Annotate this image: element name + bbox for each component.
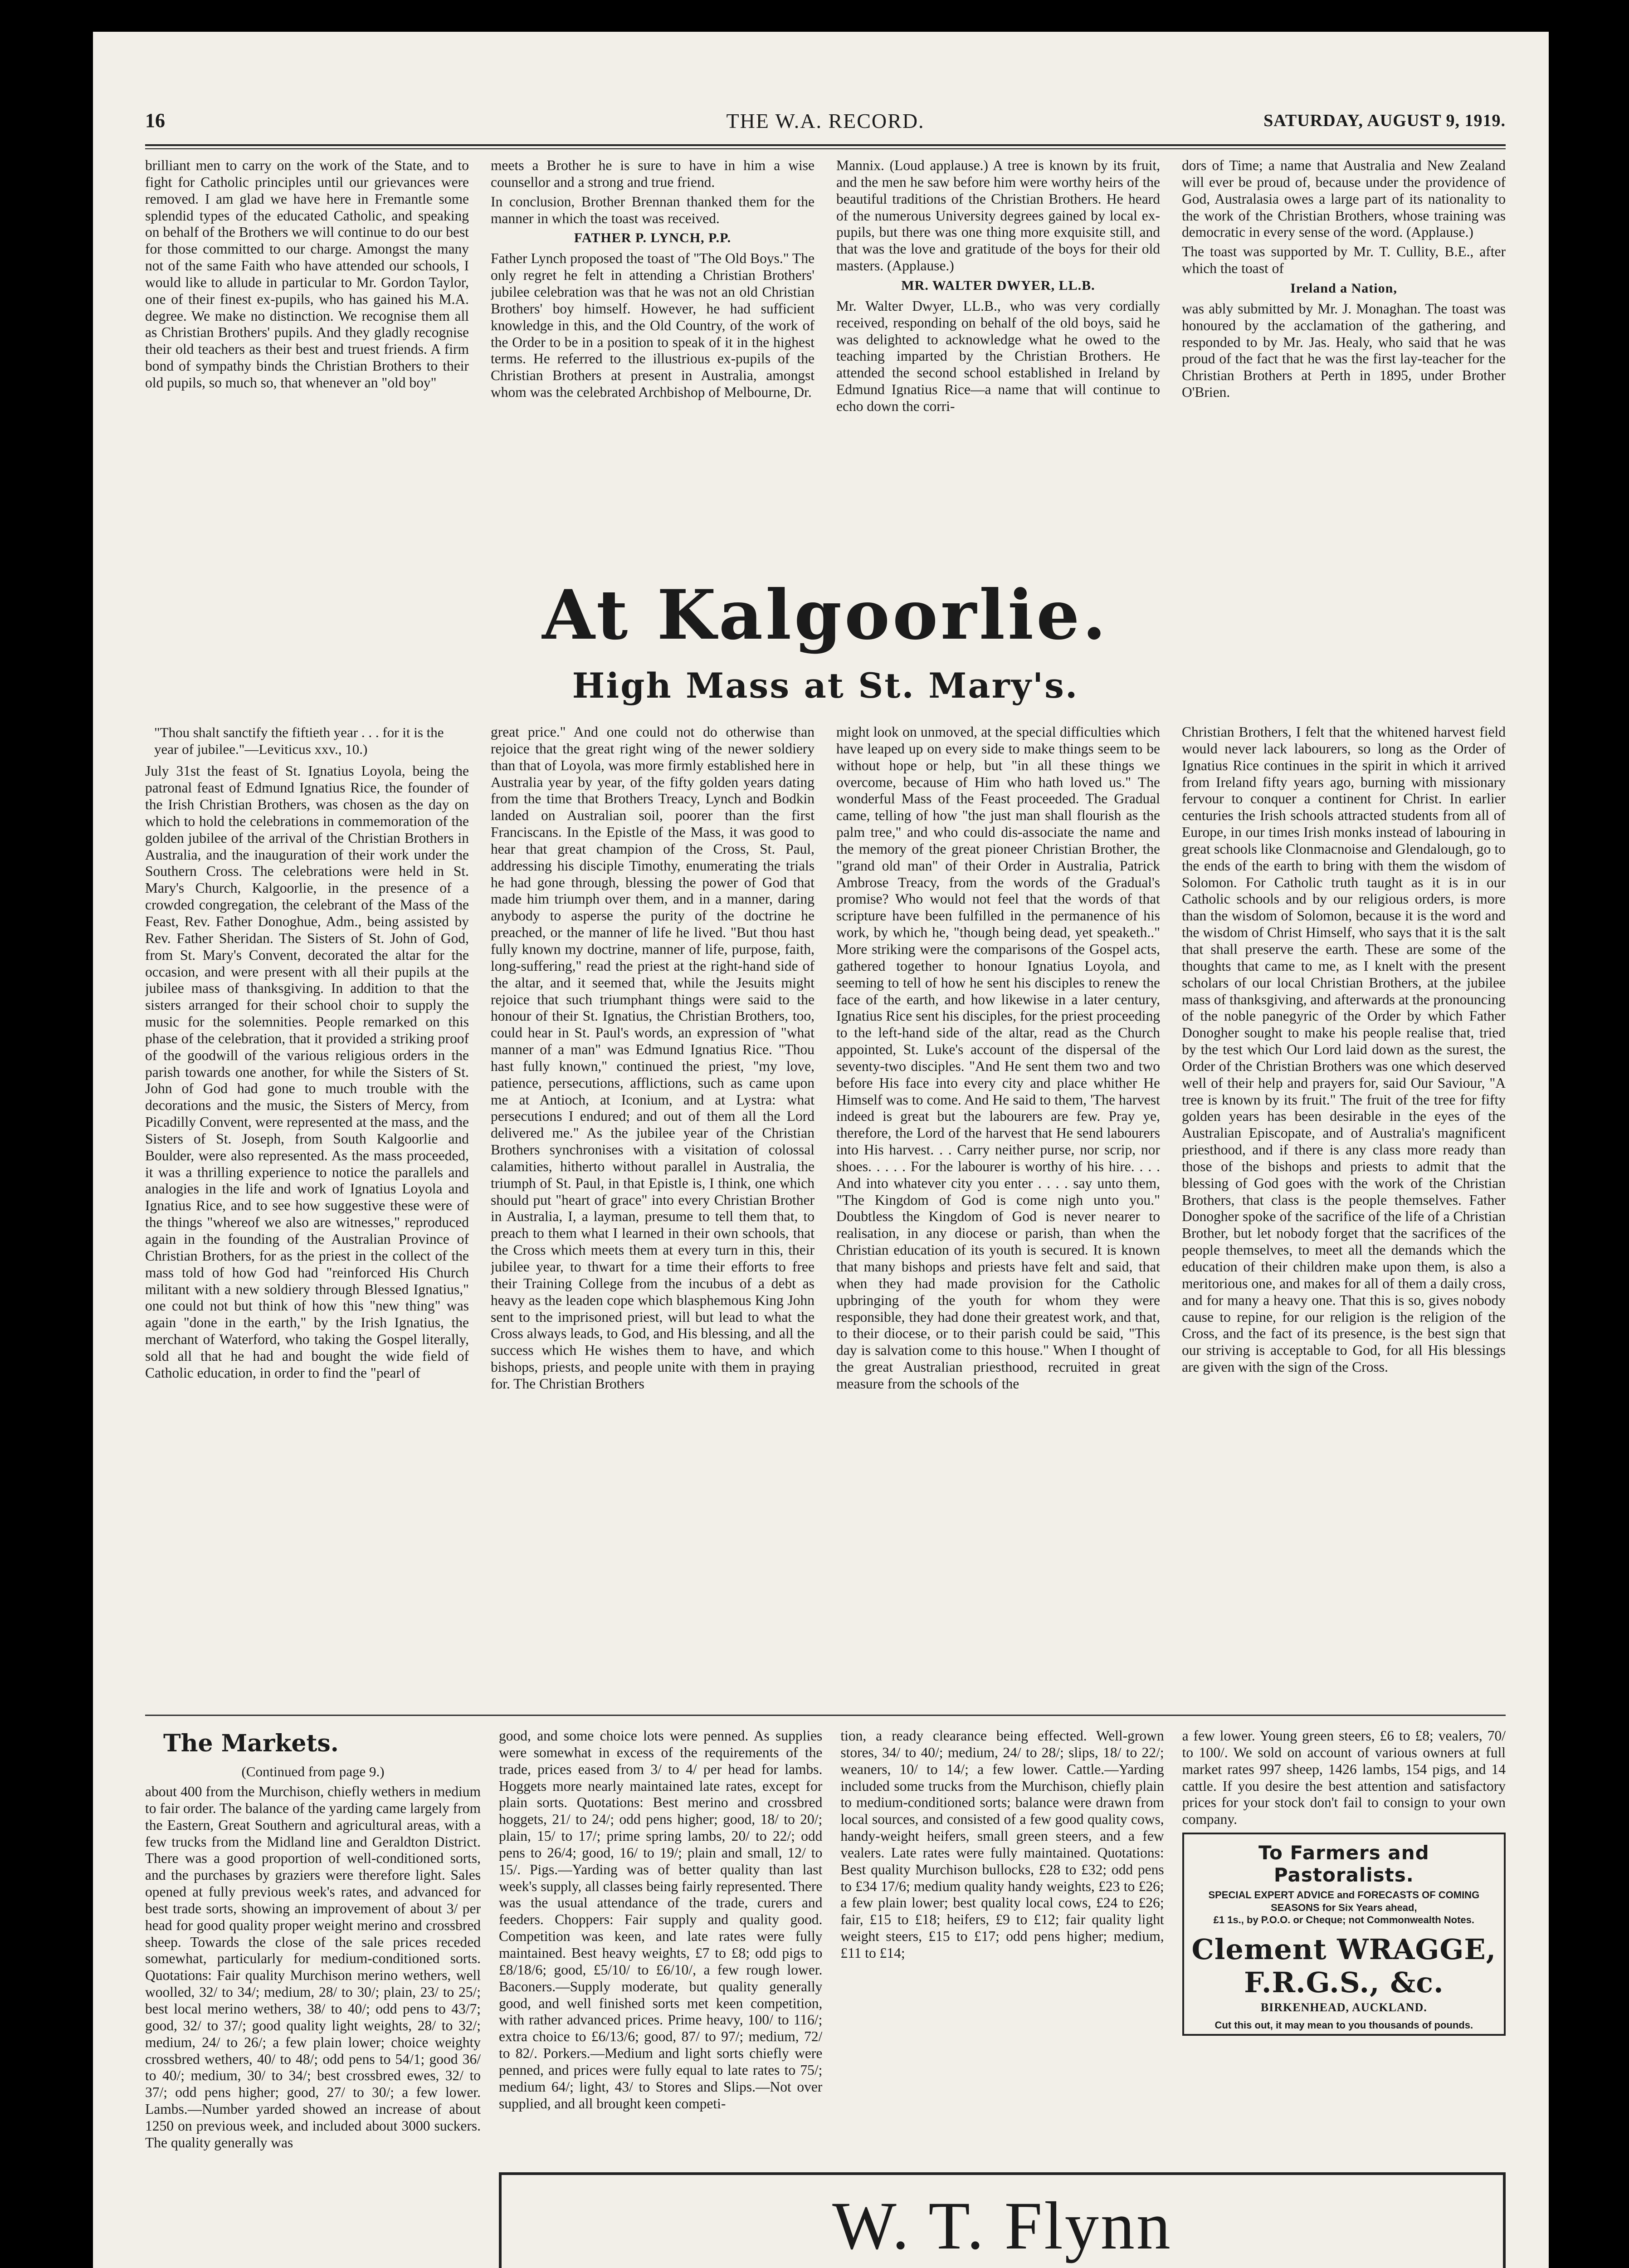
article-text: Mr. Walter Dwyer, LL.B., who was very cordially received, responding on behalf of the old boys, said he was delighted to acknowledge what he owed to the teaching imparted by the Christian Brothers. He attended the second school established in Ireland by Edmund Ignatius Rice—a name that will continue to echo down the corri-	[836, 298, 1160, 414]
markets-column-4	[1182, 1728, 1506, 2163]
article-text: was ably submitted by Mr. J. Monaghan. The toast was honoured by the acclamation of the gathering, and responded to by Mr. Jas. Healy, who said that he was proud of the fact that he was the first lay-teacher for the Christian Brothers at Perth in 1895, under Brother O'Brien.	[1182, 300, 1506, 401]
column-4	[1182, 724, 1506, 1395]
article-text: great price." And one could not do otherwise than rejoice that the great right wing of the newer soldiery than that of Loyola, was more firmly established here in Australia year by year, of the fifty golden years dating from the time that Brothers Treacy, Lynch and Bodkin landed on Australian soil, poorer than the first Franciscans. In the Epistle of the Mass, it was good to hear that great champion of the Cross, St. Paul, addressing his disciple Timothy, enumerating the trials he had gone through, blessing the power of God that made him triumph over them, and in a manner, daring anybody to asperse the purity of the doctrine he preached, or the manner of life he lived. "But thou hast fully known my doctrine, manner of life, purpose, faith, long-suffering," read the priest at the right-hand side of the altar, and it seemed that, while the Jesuits might rejoice that such triumphant things were said to the honour of their St. Ignatius, the Christian Brothers, too, could hear in St. Paul's words, an expression of "what manner of a man" was Edmund Ignatius Rice. "Thou hast fully known," continued the priest, "my love, patience, persecutions, afflictions, such as came upon me at Antioch, at Iconium, and at Lystra: what persecutions I endured; and out of them all the Lord delivered me." As the jubilee year of the Christian Brothers synchronises with a visitation of colossal calamities, hitherto without parallel in Australia, the triumph of St. Paul, in that Epistle is, I think, one which should put "heart of grace" into every Christian Brother in Australia, I, a layman, presume to tell them that, to preach to them what I learned in their own schools, that the Cross which meets them at every turn in this, their jubilee year, to thwart for a time their efforts to free their Training College from the incubus of a debt as heavy as the leaden cope which blasphemous King John sent to the imprisoned priest, will but lead to what the Cross always leads, to God, and His blessing, and all the success which He wishes them to have, and which bishops, priests, and people unite with them in praying for. The Christian Brothers	[491, 724, 814, 1392]
masthead	[145, 109, 1506, 141]
column-1	[145, 724, 469, 1395]
masthead-rule	[145, 144, 1506, 149]
article-text: Christian Brothers, I felt that the whitened harvest field would never lack labourers, so long as the Order of Ignatius Rice continues in the spirit in which it arrived from Ireland fifty years ago, burning with missionary fervour to conquer a continent for Christ. In earlier centuries the Irish schools attracted students from all of Europe, in our times Irish monks instead of labouring in great schools like Clonmacnoise and Glendalough, go to the ends of the earth to bring with them the wisdom of Solomon. For Catholic truth taught as it is in our Catholic schools and by our religious orders, is more than the wisdom of Solomon, because it is the word and the wisdom of Christ Himself, who says that it is the salt that shall preserve the earth. These are some of the thoughts that came to me, as I knelt with the present scholars of our local Christian Brothers, at the jubilee mass of thanksgiving, and afterwards at the pronouncing of the noble panegyric of the Order by which Father Donogher sought to make his people realise that, tried by the test which Our Lord laid down as the surest, the Order of the Christian Brothers was one which deserved well of their help and prayers for, said Our Saviour, "A tree is known by its fruit." The fruit of the tree for fifty golden years has been desirable in the eyes of the Australian Episcopate, and of Australia's magnificent priesthood, and if there is any class more ready than those of the bishops and priests to admit that the blessing of God goes with the work of the Christian Brothers, that class is the people themselves. Father Donogher spoke of the sacrifice of the life of a Christian Brother, but let nobody forget that the sacrifices of the people themselves, to meet all the demands which the education of their children make upon them, is also a meritorious one, and makes for all of them a daily cross, and for many a heavy one. That this is so, gives nobody cause to repine, for our religion is the religion of the Cross, and the fact of its presence, is the best sign that our striving is acceptable to God, for all His blessings are given with the sign of the Cross.	[1182, 724, 1506, 1375]
article-text: meets a Brother he is sure to have in him a wise counsellor and a strong and true friend.	[491, 157, 814, 190]
article-text: Mannix. (Loud applause.) A tree is known by its fruit, and the men he saw before him were worthy heirs of the beautiful traditions of the Christian Brothers. He heard of the numerous University degrees gained by local ex-pupils, but there was one thing more exquisite still, and that was the love and gratitude of the boys for their old masters. (Applause.)	[836, 157, 1160, 274]
article-text: Father Lynch proposed the toast of "The Old Boys." The only regret he felt in attending a Christian Brothers' jubilee celebration was that he was not an old Christian Brothers' boy himself. However, he had sufficient knowledge in this, and the Old Country, of the work of the Order to be in a position to speak of it in the highest terms. He referred to the illustrious ex-pupils of the Christian Brothers at present in Australia, amongst whom was the celebrated Archbishop of Melbourne, Dr.	[491, 250, 814, 401]
article-text: a few lower. Young green steers, £6 to £8; vealers, 70/ to 100/. We sold on account of various owners at full market rates 997 sheep, 1426 lambs, 154 pigs, and 14 cattle. If you desire the best attention and satisfactory prices for your stock don't fail to consign to your own company.	[1182, 1728, 1506, 1828]
newspaper-sheet	[93, 32, 1549, 2268]
advertiser-name: Clement WRAGGE, F.R.G.S., &c.	[1191, 1932, 1497, 1999]
subheadline: High Mass at St. Mary's.	[572, 665, 1079, 706]
ad-text: £1 1s., by P.O.O. or Cheque; not Commonwealth Notes.	[1213, 1914, 1474, 1926]
continued-note: (Continued from page 9.)	[241, 1764, 385, 1779]
speaker-heading: MR. WALTER DWYER, LL.B.	[901, 278, 1095, 293]
markets-column-3	[840, 1728, 1164, 2163]
column-3	[836, 724, 1160, 1395]
kalgoorlie-article	[145, 724, 1506, 1708]
ad-heading: To Farmers and Pastoralists.	[1258, 1842, 1429, 1887]
epigraph: "Thou shalt sanctify the fiftieth year . . . for it is the year of jubilee."—Leviticus xxv., 10.)	[154, 724, 444, 758]
column-2	[491, 157, 814, 418]
issue-date: SATURDAY, AUGUST 9, 1919.	[1263, 111, 1506, 130]
article-text: brilliant men to carry on the work of the State, and to fight for Catholic principles until our grievances were removed. I am glad we have here in Fremantle some splendid types of the educated Catholic, and speaking on behalf of the Brothers we will continue to do our best for those committed to our charge. Amongst the many not of the same Faith who have attended our schools, I would like to allude in particular to Mr. Gordon Taylor, one of their finest ex-pupils, who has gained his M.A. degree. We make no distinction. We recognise them all as Christian Brothers' pupils. And they gladly recognise their old teachers as their best and truest friends. A firm bond of sympathy binds the Christian Brothers to their old pupils, so much so, that whenever an "old boy"	[145, 157, 469, 391]
bottom-right-area	[499, 1728, 1506, 2268]
advertiser-address: BIRKENHEAD, AUCKLAND.	[1260, 2000, 1427, 2014]
headline: At Kalgoorlie.	[542, 575, 1109, 655]
article-text: dors of Time; a name that Australia and New Zealand will ever be proud of, because under the providence of God, Australasia owes a large part of its nationality to the work of the Christian Brothers, whose training was democratic in every sense of the word. (Applause.)	[1182, 157, 1506, 240]
newspaper-page	[145, 109, 1506, 2268]
page-number: 16	[145, 109, 165, 132]
flynn-advertisement	[499, 2172, 1506, 2268]
advertiser-name: W. T. Flynn	[832, 2188, 1172, 2263]
speaker-heading: FATHER P. LYNCH, P.P.	[574, 230, 732, 246]
section-rule	[145, 1715, 1506, 1716]
article-text: good, and some choice lots were penned. As supplies were somewhat in excess of the requirements of the trade, prices eased from 3/ to 4/ per head for lambs. Hoggets more nearly maintained late rates, except for plain sorts. Quotations: Best merino and crossbred hoggets, 21/ to 24/; odd pens higher; good, 18/ to 20/; plain, 15/ to 17/; prime spring lambs, 20/ to 22/; odd pens to 26/4; good, 16/ to 19/; plain and small, 12/ to 15/. Pigs.—Yarding was of better quality than last week's supply, all classes being fairly represented. There was the usual attendance of the trade, curers and feeders. Choppers: Fair supply and quality good. Competition was keen, and late rates were fully maintained. Best heavy weights, £7 to £8; odd pigs to £8/18/6; good, £5/10/ to £6/10/, a few rough lower. Baconers.—Supply moderate, but quality generally good, and well finished sorts met keen competition, with rather advanced prices. Prime heavy, 100/ to 116/; extra choice to £6/13/6; good, 87/ to 97/; medium, 72/ to 82/. Porkers.—Medium and light sorts chiefly were penned, and prices were fully equal to late rates to 75/; medium 64/; light, 43/ to Stores and Slips.—Not over supplied, and all brought keen competi-	[499, 1728, 823, 2112]
markets-column-2	[499, 1728, 822, 2163]
article-text: July 31st the feast of St. Ignatius Loyola, being the patronal feast of Edmund Ignatius Rice, the founder of the Irish Christian Brothers, was chosen as the day on which to hold the celebrations in commemoration of the golden jubilee of the arrival of the Christian Brothers in Australia, and the inauguration of their work under the Southern Cross. The celebrations were held in St. Mary's Church, Kalgoorlie, in the presence of a crowded congregation, the celebrant of the Mass of the Feast, Rev. Father Donoghue, Adm., being assisted by Rev. Father Sheridan. The Sisters of St. John of God, from St. Mary's Convent, decorated the altar for the occasion, and were present with all their pupils at the jubilee mass of thanksgiving. In addition to that the sisters arranged for their school choir to supply the music for the solemnities. People remarked on this phase of the celebration, that it provided a striking proof of the goodwill of the various religious orders in the parish towards one another, for while the Sisters of St. John of God had gone to much trouble with the decorations and the music, the Sisters of Mercy, from Picadilly Convent, were represented at the mass, and the Sisters of St. Joseph, from South Kalgoorlie and Boulder, were also represented. As the mass proceeded, it was a thrilling experience to notice the parallels and analogies in the life and work of Ignatius Loyola and Ignatius Rice, and to see how suggestive these were of the things "whereof we also are witnesses," reproduced again in the founding of the Australian Province of Christian Brothers, for as the priest in the collect of the mass told of how God had "reinforced His Church militant with a new soldiery through Blessed Ignatius," one could not but think of how this "new thing" was again "done in the earth," by the Irish Ignatius, the merchant of Waterford, who taking the Gospel literally, sold all that he had and bought the wide field of Catholic education, in order to find the "pearl of	[145, 763, 469, 1381]
article-text: about 400 from the Murchison, chiefly wethers in medium to fair order. The balance of the yarding came largely from the Eastern, Great Southern and agricultural areas, with a few trucks from the Midland line and Geraldton District. There was a good proportion of well-conditioned sorts, and the purchases by graziers were therefore light. Sales opened at fully previous week's rates, and advanced for best trade sorts, showing an improvement of about 3/ per head for good quality proper weight merino and crossbred sheep. Towards the close of the sale prices receded somewhat, particularly for medium-conditioned sorts. Quotations: Fair quality Murchison merino wethers, well woolled, 32/ to 34/; medium, 28/ to 30/; plain, 23/ to 25/; best local merino wethers, 38/ to 40/; odd pens to 43/7; good, 32/ to 37/; good quality light weights, 28/ to 32/; medium, 24/ to 26/; a few plain lower; choice weighty crossbred wethers, 40/ to 48/; odd pens to 54/1; good 36/ to 40/; medium, 30/ to 34/; best crossbred ewes, 32/ to 37/; odd pens higher; good, 27/ to 30/; a few lower. Lambs.—Number yarded showed an increase of about 1250 on previous week, and included about 3000 suckers. The quality generally was	[145, 1784, 481, 2151]
ad-text: SPECIAL EXPERT ADVICE and FORECASTS OF COMING SEASONS for Six Years ahead,	[1208, 1889, 1480, 1913]
article-text: tion, a ready clearance being effected. Well-grown stores, 34/ to 40/; medium, 24/ to 28/; slips, 18/ to 22/; weaners, 10/ to 14/; a few lower. Cattle.—Yarding included some trucks from the Murchison, chiefly plain to medium-conditioned sorts; balance were drawn from local sources, and consisted of a few good quality cows, handy-weight heifers, small green steers, and a few vealers. Late rates were fully maintained. Quotations: Best quality Murchison bullocks, £28 to £32; odd pens to £34 17/6; medium quality handy weights, £23 to £26; a few plain lower; best quality local cows, £24 to £26; fair, £15 to £18; heifers, £9 to £12; fair quality light weight steers, £15 to £17; odd pens higher; medium, £11 to £14;	[840, 1728, 1164, 1961]
jubilee-dinner-continuation	[145, 157, 1506, 568]
article-text: might look on unmoved, at the special difficulties which have leaped up on every side to make things seem to be without hope or help, but "in all these things we overcome, because of Him who hath loved us." The wonderful Mass of the Feast proceeded. The Gradual came, telling of how "the just man shall flourish as the palm tree," and who could dis-associate the name and the memory of the great pioneer Christian Brother, the "grand old man" of their Order in Australia, Patrick Ambrose Treacy, from the words of the Gradual's promise? Who would not feel that the words of that scripture have been fulfilled in the permanence of his work, by which he, "though being dead, yet speaketh.." More striking were the comparisons of the Gospel acts, gathered together to honour Ignatius Loyola, and seeming to tell of how he sent his disciples to renew the face of the earth, and how likewise in a later century, Ignatius Rice sent his disciples, for the priest proceeding to the left-hand side of the altar, read as the Church appointed, St. Luke's account of the dispersal of the seventy-two disciples. "And He sent them two and two before His face into every city and place whither He Himself was to come. And He said to them, 'The harvest indeed is great but the labourers are few. Pray ye, therefore, the Lord of the harvest that He send labourers into His harvest. . . Carry neither purse, nor scrip, nor shoes. . . . . For the labourer is worthy of his hire. . . . And into whatever city you enter . . . . say unto them, "The Kingdom of God is come nigh unto you." Doubtless the Kingdom of God is never nearer to realisation, in any diocese or parish, than when the Christian education of its youth is secured. It is known that many bishops and priests have felt and said, that when they had made provision for the Catholic upbringing of the youth for whom they were responsible, they had done their greatest work, and that, to their diocese, or to their parish could be said, "This day is salvation come to this house." When I thought of the great Australian priesthood, recruited in great measure from the schools of the	[836, 724, 1160, 1392]
publication-title: THE W.A. RECORD.	[726, 109, 925, 132]
ad-tagline: Cut this out, it may mean to you thousands of pounds.	[1214, 2019, 1473, 2031]
column-3	[836, 157, 1160, 418]
column-4	[1182, 157, 1506, 418]
wragge-advertisement	[1182, 1833, 1506, 2036]
column-2	[491, 724, 814, 1395]
article-text: In conclusion, Brother Brennan thanked them for the manner in which the toast was received.	[491, 193, 814, 226]
toast-heading: Ireland a Nation,	[1290, 280, 1397, 296]
article-text: The toast was supported by Mr. T. Cullity, B.E., after which the toast of	[1182, 244, 1506, 277]
bottom-section	[145, 1728, 1506, 2268]
markets-column-1	[145, 1728, 481, 2268]
article-banner	[145, 575, 1506, 706]
column-1	[145, 157, 469, 418]
markets-continued	[499, 1728, 1506, 2163]
markets-heading: The Markets.	[163, 1730, 339, 1757]
